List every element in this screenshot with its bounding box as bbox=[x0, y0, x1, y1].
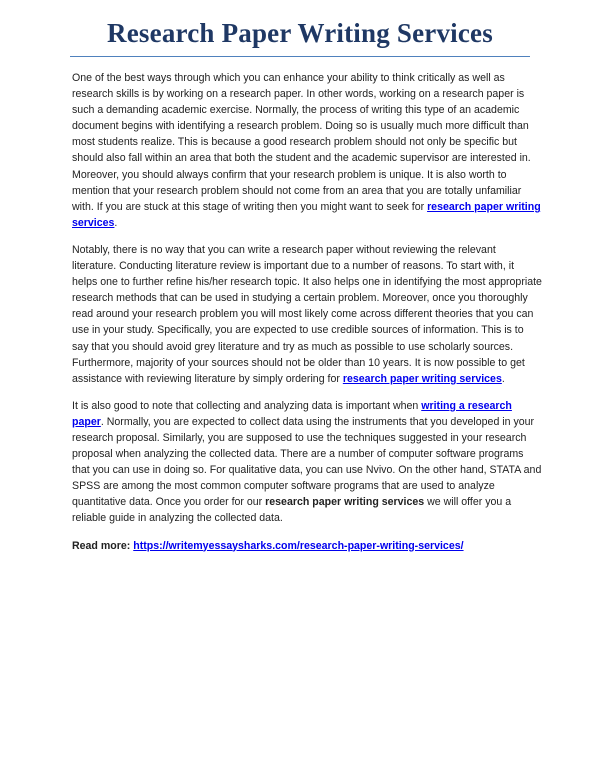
read-more-link[interactable]: https://writemyessaysharks.com/research-paper-writing-services/ bbox=[133, 539, 464, 552]
paragraph-3-bold: research paper writing services bbox=[265, 496, 425, 509]
title-underline bbox=[70, 56, 530, 57]
document-body bbox=[72, 70, 542, 565]
paragraph-1-end: . bbox=[114, 216, 118, 229]
writing-research-paper-link[interactable]: writing a research paper bbox=[72, 399, 512, 428]
paragraph-2-end: . bbox=[501, 372, 505, 385]
page-title: Research Paper Writing Services bbox=[107, 18, 493, 48]
read-more bbox=[72, 538, 542, 554]
paragraph-3-middle: . Normally, you are expected to collect data using the instruments that you developed in your research proposal. Similarly, you are supposed to use the techniques suggested in your research proposal when analyzing the collected data. There are a number of computer software programs that you can use in doing so. For qualitative data, you can use Nvivo. On the other hand, STATA and SPSS are among the most common computer software programs that are used to analyze quantitative data. Once you order for our bbox=[72, 415, 542, 509]
read-more-label: Read more: bbox=[72, 539, 134, 552]
paragraph-2-text: Notably, there is no way that you can write a research paper without reviewing the relevant literature. Conducting literature review is important due to a number of reasons. To start with, it helps one to further refine his/her research topic. It also helps one in identifying the most appropriate research methods that can be used in studying a certain problem. Moreover, once you thoroughly read around your research problem you will most likely come across different theories that you can use in your study. Specifically, you are expected to use credible sources of information. This is to say that you should avoid grey literature and try as much as possible to use scholarly sources. Furthermore, majority of your sources should not be older than 10 years. It is now possible to get assistance with reviewing literature by simply ordering for bbox=[72, 243, 542, 385]
research-paper-services-link-2[interactable]: research paper writing services bbox=[342, 372, 502, 385]
paragraph-3-end: we will offer you a reliable guide in analyzing the collected data. bbox=[72, 496, 512, 525]
paragraph-2 bbox=[72, 242, 542, 387]
paragraph-3-start: It is also good to note that collecting and analyzing data is important when bbox=[72, 399, 422, 412]
paragraph-1 bbox=[72, 70, 542, 231]
paragraph-3 bbox=[72, 398, 542, 527]
research-paper-services-link-1[interactable]: research paper writing services bbox=[72, 200, 541, 229]
paragraph-1-text: One of the best ways through which you can enhance your ability to think critically as well as research skills is by working on a research paper. In other words, working on a research paper is such a demanding academic exercise. Normally, the process of writing this type of an academic document begins with identifying a research problem. Doing so is usually much more difficult than most students realize. This is because a good research problem should not only be specific but should also fall within an area that both the student and the academic supervisor are interested in. Moreover, you should always confirm that your research problem is unique. It is also worth to mention that your research problem should not come from an area that you are totally unfamiliar with. If you are stuck at this stage of writing then you might want to seek for bbox=[72, 72, 531, 213]
